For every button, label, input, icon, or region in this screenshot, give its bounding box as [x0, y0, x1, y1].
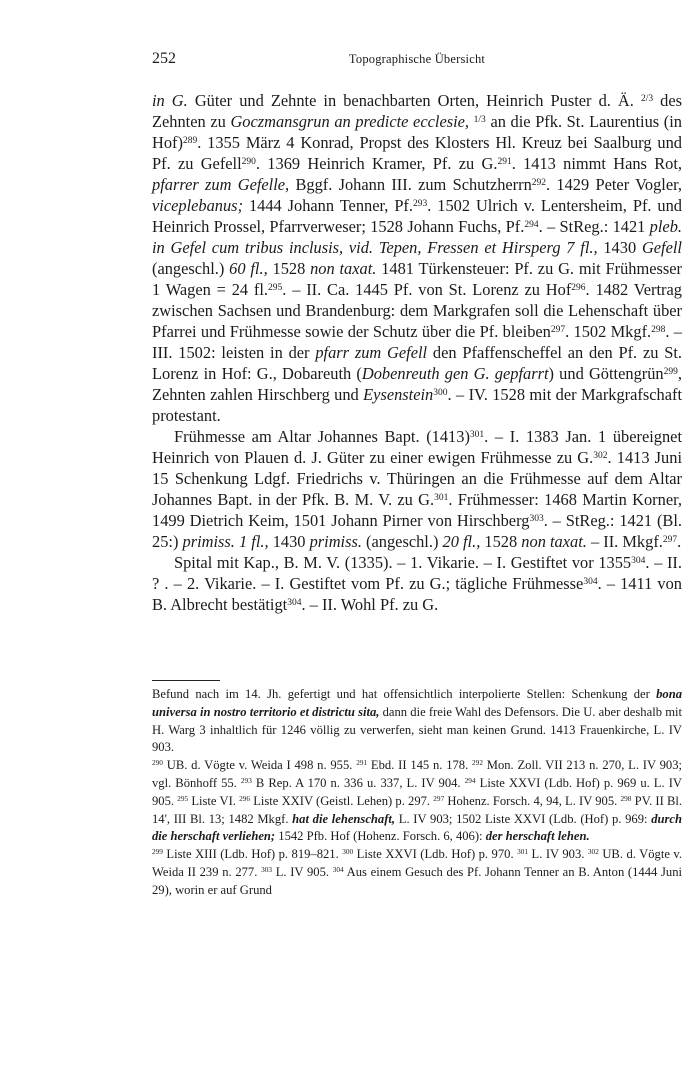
footnote-marker: 296 — [571, 282, 586, 293]
footnote-marker: 1/3 — [473, 114, 486, 125]
italic-text: non taxat. — [310, 259, 377, 278]
footnote-marker: 289 — [182, 135, 198, 146]
footnotes-section — [152, 686, 682, 900]
running-title: Topographische Übersicht — [348, 52, 486, 66]
footnote-paragraph — [152, 686, 682, 757]
footnote-marker: 297 — [550, 324, 566, 335]
text-run: . 1413 nimmt Hans Rot, — [511, 154, 682, 173]
text-run: . – II. Wohl Pf. zu G. — [301, 595, 439, 614]
text-run: UB. d. Vögte v. Weida II 239 n. 277. — [152, 847, 683, 879]
footnote-marker: 296 — [239, 793, 251, 803]
footnote-marker: 298 — [651, 324, 666, 335]
text-run: Aus einem Gesuch des Pf. Johann Tenner an B. Anton (1444 Juni 29), worin er auf Grund — [152, 864, 682, 897]
text-run: . – StReg.: 1421 — [538, 217, 650, 236]
text-run: Bggf. Johann III. zum Schutzherrn — [289, 175, 532, 194]
text-run: . – III. 1502: leisten in der — [152, 322, 682, 362]
text-run: Ebd. II 145 n. 178. — [367, 758, 473, 773]
text-run: 1430 — [597, 238, 642, 257]
text-run: Hohenz. Forsch. 4, 94, L. IV 905. — [444, 793, 621, 808]
footnote-marker: 302 — [587, 847, 599, 857]
footnote-marker: 292 — [531, 177, 547, 188]
page-number: 252 — [152, 50, 176, 67]
footnote-marker: 301 — [469, 429, 485, 440]
text-run: – II. Mkgf. — [586, 532, 663, 551]
text-run: 1542 Pfb. Hof (Hohenz. Forsch. 6, 406): — [275, 829, 486, 844]
footnote-marker: 294 — [464, 775, 476, 785]
text-run: Liste VI. — [188, 793, 240, 808]
text-run: Liste XXIV (Geistl. Lehen) p. 297. — [250, 793, 434, 808]
footnote-marker: 293 — [413, 198, 428, 209]
text-run: . – 1411 von B. Albrecht bestätigt — [152, 574, 682, 614]
bold-italic-text: hat die lehenschaft, — [292, 811, 396, 826]
italic-text: primiss. 1 fl., — [182, 532, 269, 551]
footnote-marker: 300 — [433, 387, 448, 398]
text-run: . 1369 Heinrich Kramer, Pf. zu G. — [255, 154, 498, 173]
text-run: L. IV 903. — [528, 847, 588, 862]
italic-text: 60 fl., — [229, 259, 268, 278]
footnote-marker: 295 — [268, 282, 283, 293]
text-run: dann die freie Wahl des Defensors. Die U. aber deshalb mit H. Warg 3 inhaltlich für 1246 völlig zu verwerfen, sieht man keinen Grund. 1413 Frauenkirche, L. IV 903. — [152, 704, 682, 755]
footnote-marker: 301 — [517, 847, 529, 857]
footnote-marker: 2/3 — [640, 93, 654, 104]
main-text-body — [152, 90, 682, 615]
text-run: 1528 — [267, 259, 311, 278]
body-paragraph — [152, 426, 682, 552]
text-run: . 1482 Vertrag zwischen Sachsen und Brandenburg: dem Markgrafen soll die Lehenschaft über Pfarrei und Frühmesse sowie der Schutz über die Pf. bleiben — [152, 280, 682, 341]
footnote-marker: 290 — [152, 758, 163, 768]
text-run: Liste XXVI (Ldb. Hof) p. 969 u. L. IV 905. — [152, 775, 682, 808]
footnote-marker: 301 — [434, 492, 449, 503]
italic-text: pleb. in Gefel cum tribus inclusis, vid. Tepen, Fressen et Hirsperg 7 fl., — [152, 217, 682, 257]
text-run: . – II. Ca. 1445 Pf. von St. Lorenz zu Hof — [282, 280, 572, 299]
text-run: L. IV 903; 1502 Liste XXVI (Ldb. (Hof) p. 969: — [395, 811, 652, 826]
footnote-divider — [152, 680, 220, 681]
text-run: . – StReg.: 1421 (Bl. 25:) — [152, 511, 683, 551]
bold-italic-text: bona universa in nostro territorio et districtu sita, — [152, 687, 682, 719]
text-run: des Zehnten zu — [152, 91, 682, 131]
footnote-marker: 295 — [177, 793, 189, 803]
italic-text: pfarr zum Gefell — [315, 343, 428, 362]
text-run: an die Pfk. St. Laurentius (in Hof) — [152, 112, 683, 152]
text-run: . – IV. 1528 mit der Markgrafschaft protestant. — [152, 385, 683, 425]
text-run: . 1502 Mkgf. — [565, 322, 652, 341]
text-run: Frühmesse am Altar Johannes Bapt. (1413) — [174, 427, 470, 446]
text-run: . – I. 1383 Jan. 1 übereignet Heinrich von Plauen d. J. Güter zu einer ewigen Frühmesse zu G. — [152, 427, 682, 467]
footnote-marker: 303 — [261, 864, 273, 874]
footnote-marker: 302 — [593, 450, 608, 461]
italic-text: primiss. — [309, 532, 362, 551]
italic-text: Eysenstein — [363, 385, 434, 404]
text-run: B Rep. A 170 n. 336 u. 337, L. IV 904. — [251, 775, 465, 790]
italic-text: Goczmansgrun an predicte ecclesie, — [230, 112, 470, 131]
italic-text: non taxat. — [521, 532, 587, 551]
text-run: Güter und Zehnte in benachbarten Orten, Heinrich Puster d. Ä. — [187, 91, 641, 110]
text-run: (angeschl.) — [152, 259, 230, 278]
italic-text: Dobenreuth gen G. gepfarrt — [361, 364, 549, 383]
footnote-marker: 298 — [620, 793, 632, 803]
text-run: ) und Göttengrün — [548, 364, 664, 383]
text-run: Befund nach im 14. Jh. gefertigt und hat offensichtlich interpolierte Stellen: Schenkung der — [152, 687, 657, 701]
text-run: (angeschl.) — [361, 532, 443, 551]
footnote-marker: 304 — [332, 864, 344, 874]
text-run: . 1502 Ulrich v. Lentersheim, Pf. und Heinrich Prossel, Pfarrverweser; 1528 Johann Fuchs, Pf. — [152, 196, 682, 236]
body-paragraph — [152, 552, 682, 615]
body-paragraph — [152, 90, 682, 426]
italic-text: in G. — [152, 91, 188, 110]
text-run: Spital mit Kap., B. M. V. (1335). – 1. Vikarie. – I. Gestiftet vor 1355 — [174, 553, 632, 572]
footnote-marker: 304 — [583, 576, 598, 587]
text-run: . Frühmesser: 1468 Martin Korner, 1499 Dietrich Keim, 1501 Johann Pirner von Hirschberg — [152, 490, 682, 530]
footnote-marker: 304 — [631, 555, 646, 566]
bold-italic-text: der herschaft lehen. — [485, 829, 590, 844]
footnote-marker: 300 — [342, 847, 354, 857]
italic-text: pfarrer zum Gefelle, — [152, 175, 290, 194]
footnote-marker: 293 — [240, 775, 252, 785]
footnote-marker: 299 — [152, 847, 163, 857]
page-header — [152, 50, 682, 70]
italic-text: viceplebanus; — [152, 196, 244, 215]
text-run: . 1355 März 4 Konrad, Propst des Klosters Hl. Kreuz bei Saalburg und Pf. zu Gefell — [152, 133, 682, 173]
text-run: . — [677, 532, 682, 551]
text-run: Liste XXVI (Ldb. Hof) p. 970. — [353, 847, 518, 862]
italic-text: 20 fl., — [442, 532, 481, 551]
text-run: . 1413 Juni 15 Schenkung Ldgf. Friedrichs v. Thüringen an die Frühmesse auf dem Altar Johannes Bapt. in der Pfk. B. M. V. zu G. — [152, 448, 682, 509]
footnote-marker: 304 — [287, 597, 302, 608]
text-run: . 1429 Peter Vogler, — [546, 175, 682, 194]
bold-italic-text: durch die herschaft verliehen; — [152, 811, 682, 844]
text-run: UB. d. Vögte v. Weida I 498 n. 955. — [162, 758, 357, 773]
footnote-marker: 297 — [662, 534, 678, 545]
text-run: Liste XIII (Ldb. Hof) p. 819–821. — [162, 847, 343, 862]
footnote-marker: 291 — [356, 758, 368, 768]
text-run: Mon. Zoll. VII 213 n. 270, L. IV 903; vgl. Bönhoff 55. — [152, 758, 682, 790]
footnote-marker: 290 — [241, 156, 256, 167]
footnote-marker: 303 — [529, 513, 544, 524]
footnote-marker: 294 — [524, 219, 539, 230]
text-run: , Zehnten zahlen Hirschberg und — [152, 364, 682, 404]
text-run: 1528 — [480, 532, 522, 551]
footnote-marker: 291 — [497, 156, 512, 167]
text-run: L. IV 905. — [272, 864, 333, 879]
text-run: 1430 — [268, 532, 310, 551]
footnote-paragraph — [152, 846, 682, 899]
footnote-marker: 299 — [663, 366, 678, 377]
footnote-paragraph — [152, 757, 682, 846]
text-run: 1481 Türkensteuer: Pf. zu G. mit Frühmesser 1 Wagen = 24 fl. — [152, 259, 682, 299]
footnote-marker: 297 — [433, 793, 445, 803]
text-run: 1444 Johann Tenner, Pf. — [243, 196, 413, 215]
text-run: . – II. ? . – 2. Vikarie. – I. Gestiftet vom Pf. zu G.; tägliche Frühmesse — [152, 553, 682, 593]
footnote-marker: 292 — [472, 758, 483, 768]
italic-text: Gefell — [641, 238, 682, 257]
text-run: PV. II Bl. 14', III Bl. 13; 1482 Mkgf. — [152, 793, 683, 826]
text-run: den Pfaffenscheffel an den Pf. zu St. Lorenz in Hof: G., Dobareuth ( — [152, 343, 682, 383]
